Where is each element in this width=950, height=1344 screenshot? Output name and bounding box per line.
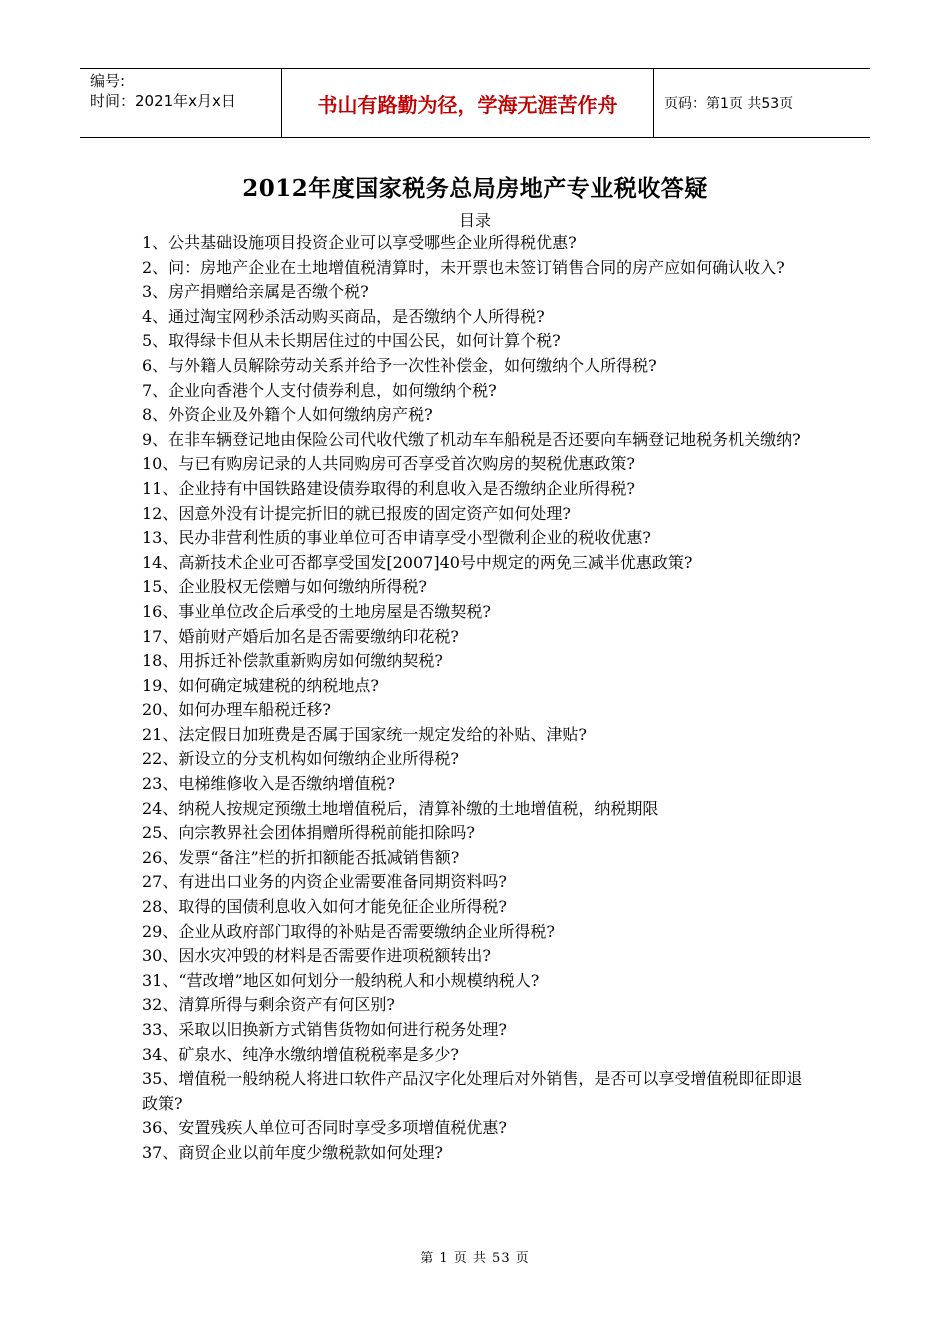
header-page-info: 页码：第1页 共53页 <box>664 96 794 112</box>
header-motto: 书山有路勤为径，学海无涯苦作舟 <box>282 69 654 137</box>
toc-item[interactable]: 18、用拆迁补偿款重新购房如何缴纳契税? <box>142 651 443 671</box>
header-meta <box>80 69 282 137</box>
toc-item[interactable]: 5、取得绿卡但从未长期居住过的中国公民，如何计算个税? <box>142 331 561 351</box>
page-header <box>80 68 870 138</box>
toc-item[interactable]: 27、有进出口业务的内资企业需要准备同期资料吗? <box>142 872 507 892</box>
toc-item[interactable]: 15、企业股权无偿赠与如何缴纳所得税? <box>142 577 427 597</box>
toc-item[interactable]: 30、因水灾冲毁的材料是否需要作进项税额转出? <box>142 946 491 966</box>
toc-item[interactable]: 29、企业从政府部门取得的补贴是否需要缴纳企业所得税? <box>142 921 555 941</box>
date-label: 时间：2021年x月x日 <box>90 92 236 110</box>
toc-item[interactable]: 3、房产捐赠给亲属是否缴个税? <box>142 282 369 302</box>
toc-item[interactable]: 31、“营改增”地区如何划分一般纳税人和小规模纳税人? <box>142 970 540 990</box>
toc-item[interactable]: 2、问：房地产企业在土地增值税清算时，未开票也未签订销售合同的房产应如何确认收入? <box>142 257 785 277</box>
toc-item[interactable]: 16、事业单位改企后承受的土地房屋是否缴契税? <box>142 601 491 621</box>
toc-item[interactable]: 33、采取以旧换新方式销售货物如何进行税务处理? <box>142 1020 507 1039</box>
toc-item[interactable]: 22、新设立的分支机构如何缴纳企业所得税? <box>142 749 459 769</box>
toc-item[interactable]: 12、因意外没有计提完折旧的就已报废的固定资产如何处理? <box>142 503 571 523</box>
toc-heading: 目录 <box>458 211 491 230</box>
number-label: 编号: <box>90 72 126 90</box>
toc-item[interactable]: 34、矿泉水、纯净水缴纳增值税税率是多少? <box>142 1044 459 1064</box>
document-title: 2012年度国家税务总局房地产专业税收答疑 <box>242 175 708 202</box>
toc-item[interactable]: 21、法定假日加班费是否属于国家统一规定发给的补贴、津贴? <box>142 724 587 744</box>
toc-item[interactable]: 35、增值税一般纳税人将进口软件产品汉字化处理后对外销售，是否可以享受增值税即征即退政策? <box>142 1069 803 1113</box>
toc-item[interactable]: 13、民办非营利性质的事业单位可否申请享受小型微利企业的税收优惠? <box>142 528 651 548</box>
toc-item[interactable]: 25、向宗教界社会团体捐赠所得税前能扣除吗? <box>142 823 475 843</box>
toc-item[interactable]: 36、安置残疾人单位可否同时享受多项增值税优惠? <box>142 1118 507 1138</box>
toc-item[interactable]: 28、取得的国债利息收入如何才能免征企业所得税? <box>142 897 507 917</box>
toc-item[interactable]: 10、与已有购房记录的人共同购房可否享受首次购房的契税优惠政策? <box>142 454 635 474</box>
toc-item[interactable]: 17、婚前财产婚后加名是否需要缴纳印花税? <box>142 626 459 646</box>
toc-item[interactable]: 32、清算所得与剩余资产有何区别? <box>142 995 395 1015</box>
toc-item[interactable]: 4、通过淘宝网秒杀活动购买商品，是否缴纳个人所得税? <box>142 306 545 326</box>
toc-item[interactable]: 23、电梯维修收入是否缴纳增值税? <box>142 774 395 794</box>
table-of-contents <box>142 231 812 1166</box>
page-footer: 第 1 页 共 53 页 <box>420 1251 530 1266</box>
toc-item[interactable]: 26、发票“备注”栏的折扣额能否抵减销售额? <box>142 847 460 867</box>
toc-item[interactable]: 37、商贸企业以前年度少缴税款如何处理? <box>142 1142 443 1162</box>
toc-item[interactable]: 14、高新技术企业可否都享受国发[2007]40号中规定的两免三减半优惠政策? <box>142 552 693 572</box>
toc-item[interactable]: 19、如何确定城建税的纳税地点? <box>142 675 379 695</box>
toc-item[interactable]: 7、企业向香港个人支付债券利息，如何缴纳个税? <box>142 380 497 400</box>
toc-item[interactable]: 9、在非车辆登记地由保险公司代收代缴了机动车车船税是否还要向车辆登记地税务机关缴纳? <box>142 429 801 449</box>
toc-item[interactable]: 8、外资企业及外籍个人如何缴纳房产税? <box>142 405 433 425</box>
toc-item[interactable]: 24、纳税人按规定预缴土地增值税后，清算补缴的土地增值税，纳税期限 <box>142 798 659 818</box>
toc-item[interactable]: 1、公共基础设施项目投资企业可以享受哪些企业所得税优惠? <box>142 233 577 252</box>
toc-item[interactable]: 20、如何办理车船税迁移? <box>142 700 331 720</box>
toc-item[interactable]: 6、与外籍人员解除劳动关系并给予一次性补偿金，如何缴纳个人所得税? <box>142 355 657 375</box>
toc-item[interactable]: 11、企业持有中国铁路建设债券取得的利息收入是否缴纳企业所得税? <box>142 478 635 498</box>
